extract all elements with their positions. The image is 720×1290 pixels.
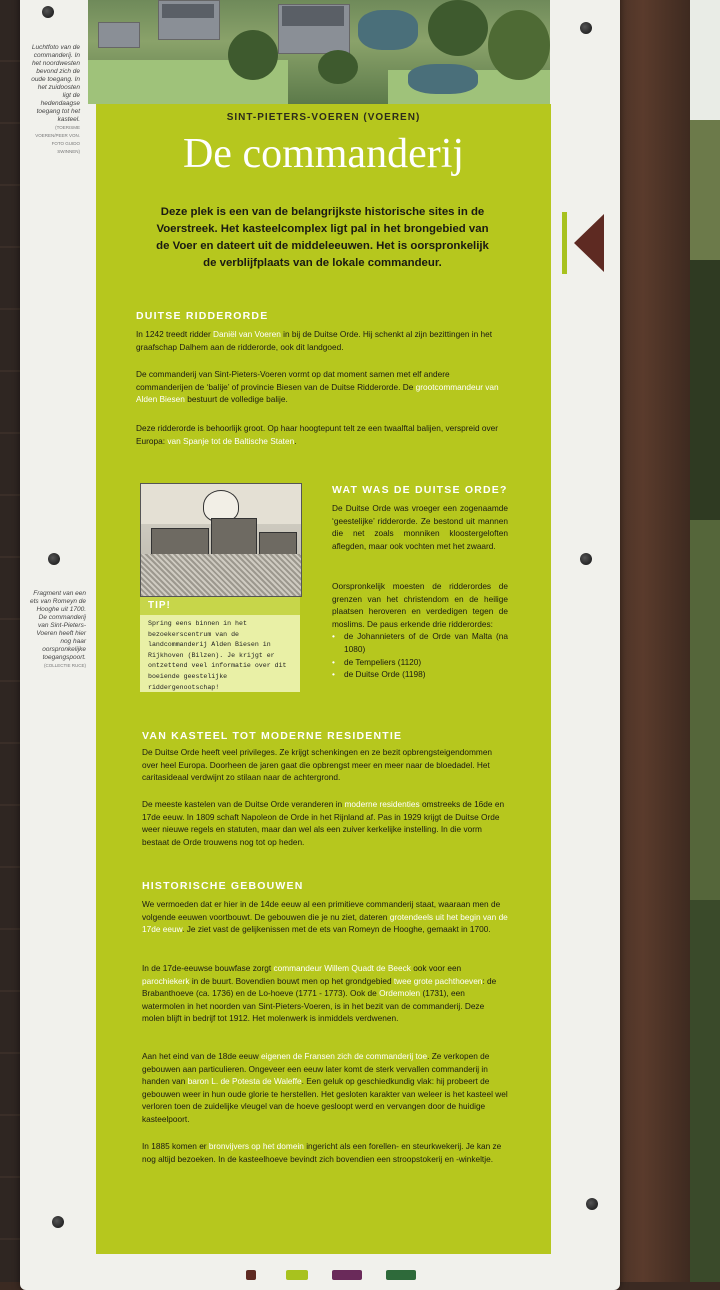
etching-caption: Fragment van een ets van Romeyn de Hooghe uit 1700. De commanderij van Sint-Pieters-Voeren heeft hier nog haar oorspronkelijke toegangspoort. (COLLECTIE RUCE) — [29, 590, 86, 668]
paragraph: In de 17de-eeuwse bouwfase zorgt commandeur Willem Quadt de Beeck ook voor een parochiekerk in de buurt. Bovendien bouwt men op het grondgebied twee grote pachthoeven: de Brabanthoeve (ca. 1736) en de Lo-hoeve (1771 - 1773). Ook de Ordemolen (1731), een watermolen in het noorden van Sint-Pieters-Voeren, is in het bezit van de commanderij. Deze molen blijft in bedrijf tot 1912. Het molenwerk is inmiddels verdwenen. — [142, 963, 497, 1024]
paragraph: De meeste kastelen van de Duitse Orde veranderen in moderne residenties omstreeks de 16de en 17de eeuw. In 1809 schaft Napoleon de Orde in het Rijnland af. Pas in 1929 krijgt de Duitse Orde weer nieuwe regels en statuten, maar dan wel als een zuiver kerkelijke instelling. In die vorm bestaat de Orde trouwens nog tot op heden. — [142, 799, 505, 847]
list-item: • de Duitse Orde (1198) — [344, 668, 508, 681]
logo-icon — [286, 1270, 308, 1280]
screw — [48, 553, 60, 565]
list-item: • de Johannieters of de Orde van Malta (na 1080) — [344, 630, 508, 655]
lead-paragraph: Deze plek is een van de belangrijkste historische sites in de Voerstreek. Het kasteelcomplex ligt pal in het brongebied van de Voer en dateert uit de middeleeuwen. Het is oorspronkelijk de verblijfplaats van de lokale commandeur. — [156, 206, 489, 269]
screw — [586, 1198, 598, 1210]
paragraph: De commanderij van Sint-Pieters-Voeren vormt op dat moment samen met elf andere commanderijen de ‘balije’ of provincie Biesen van de Duitse Ridderorde. De grootcommandeur van Alden Biesen bestuurt de volledige balije. — [136, 369, 499, 405]
paragraph: Oorspronkelijk moesten de ridderordes de grenzen van het christendom en de heilige plaatsen heroveren en verdedigen tegen de moslims. De paus erkende drie ridderordes: • de Johannieters of de Orde van Malta (na 1080) • de Tempeliers (1120) • de Duitse Orde (1198) — [332, 580, 508, 681]
paragraph: In 1242 treedt ridder Daniël van Voeren in bij de Duitse Orde. Hij schenkt al zijn bezittingen in het graafschap Dalhem aan de ridderorde, ook dit landgoed. — [136, 329, 493, 352]
orders-list — [332, 630, 508, 680]
paragraph: Deze ridderorde is behoorlijk groot. Op haar hoogtepunt telt ze een twaalftal balijen, verspreid over Europa: van Spanje tot de Baltische Staten. — [136, 423, 499, 446]
paragraph: In 1885 komen er bronvijvers op het domein ingericht als een forellen- en steurkwekerij. Je kan ze nog altijd bezoeken. In de kasteelhoeve bevindt zich bovendien een stroopstokerij en -winkeltje. — [142, 1141, 502, 1164]
paragraph: De Duitse Orde was vroeger een zogenaamde ‘geestelijke’ ridderorde. Ze bestond uit mannen die net zoals monniken kloostergeloften aflegden, maar ook vochten met het zwaard. — [332, 503, 508, 551]
paragraph: We vermoeden dat er hier in de 14de eeuw al een primitieve commanderij staat, waaraan men de volgende eeuwen voortbouwt. De gebouwen die je nu ziet, dateren grotendeels uit het begin van de 17de eeuw. Je ziet vast de gelijkenissen met de ets van Romeyn de Hooghe, gemaakt in 1700. — [142, 899, 508, 935]
heading-historische-gebouwen: HISTORISCHE GEBOUWEN — [142, 880, 304, 892]
tip-label: TIP! — [148, 600, 171, 611]
wooden-post-right — [612, 0, 690, 1282]
screw — [52, 1216, 64, 1228]
direction-arrow-icon — [562, 212, 608, 274]
aerial-photo — [88, 0, 550, 104]
sponsor-logos — [240, 1266, 440, 1282]
logo-icon — [332, 1270, 362, 1280]
heading-wat-was-de-duitse-orde: WAT WAS DE DUITSE ORDE? — [332, 484, 508, 496]
heading-duitse-ridderorde: DUITSE RIDDERORDE — [136, 310, 269, 322]
screw — [580, 22, 592, 34]
aerial-photo-caption: Luchtfoto van de commanderij. In het noordwesten bevond zich de oude toegang. In het zuidoosten ligt de hedendaagse toegang tot het kasteel. (TOERISME VOEREN/PEER VON. FOTO GUIDO SWINNEN) — [31, 44, 80, 154]
heading-van-kasteel-tot-moderne-residentie: VAN KASTEEL TOT MODERNE RESIDENTIE — [142, 730, 403, 742]
page-title: De commanderij — [182, 131, 465, 177]
tip-text: Spring eens binnen in het bezoekerscentrum van de landcommanderij Alden Biesen in Rijkhoven (Bilzen). Je krijgt er ontzettend veel informatie over dit boeiende geestelijke riddergenootschap! — [148, 620, 287, 691]
paragraph: De Duitse Orde heeft veel privileges. Ze krijgt schenkingen en ze bezit opbrengsteigendommen over heel Europa. Doorheen de jaren gaat die opbrengst meer en meer naar de bloedadel. Het caritasideaal verdwijnt zo stilaan naar de achtergrond. — [142, 747, 493, 783]
logo-icon — [386, 1270, 416, 1280]
screw — [580, 553, 592, 565]
logo-icon — [246, 1270, 256, 1280]
screw — [42, 6, 54, 18]
paragraph: Aan het eind van de 18de eeuw eigenen de Fransen zich de commanderij toe. Ze verkopen de gebouwen aan particulieren. Ongeveer een eeuw later komt de sterk vervallen commanderij in handen van baron L. de Potesta de Waleffe. Een geluk op geschiedkundig vlak: hij probeert de gebouwen weer in hun oude glorie te herstellen. Het gesloten karakter van weleer is het kasteel wel verloren toen de zuidelijke vleugel van de hoeve gesloopt werd en vervangen door de huidige kasteelpoort. — [142, 1051, 508, 1124]
tip-box — [140, 597, 300, 692]
etching-image — [140, 483, 302, 597]
background-foliage — [690, 0, 720, 1282]
list-item: • de Tempeliers (1120) — [344, 656, 508, 669]
location-kicker: SINT-PIETERS-VOEREN (VOEREN) — [226, 112, 421, 123]
